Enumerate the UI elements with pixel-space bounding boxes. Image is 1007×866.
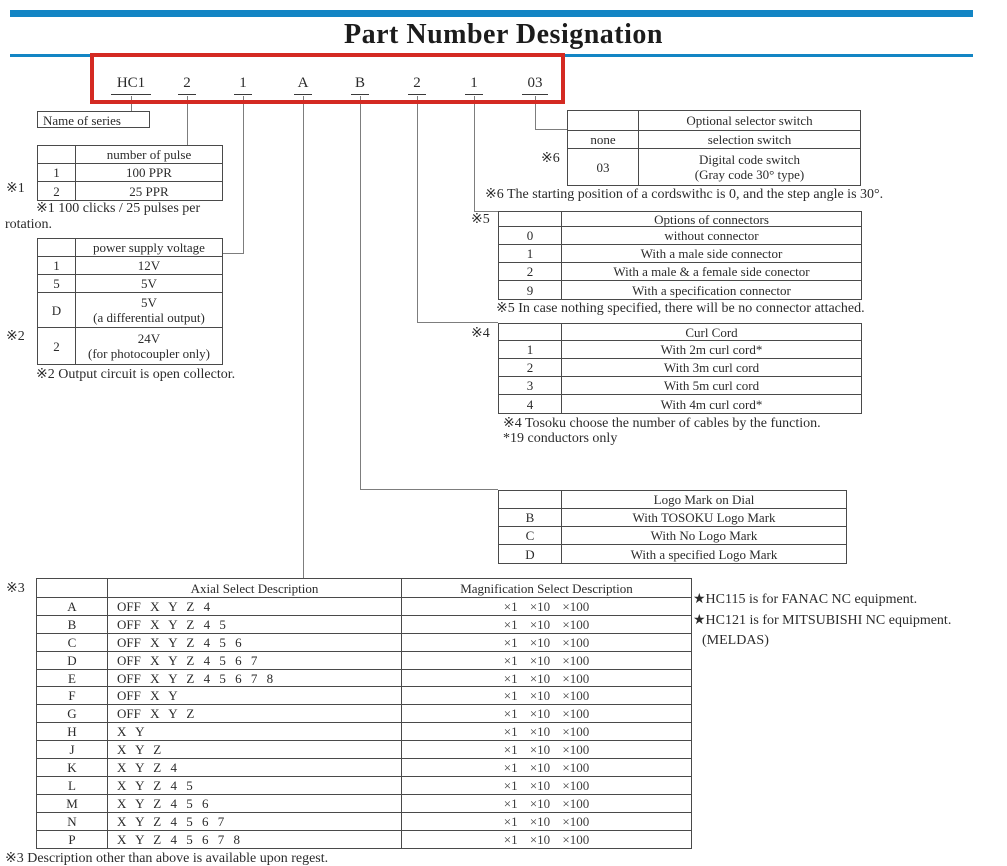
table-header-cell: Magnification Select Description xyxy=(402,579,691,598)
code-cell: C xyxy=(499,527,562,545)
code-cell: M xyxy=(37,795,108,813)
description-cell: ×1 ×10 ×100 xyxy=(402,723,691,741)
connector-note: ※5 In case nothing specified, there will be no connector attached. xyxy=(496,301,865,316)
code-cell: 1 xyxy=(38,164,76,182)
description-cell: ×1 ×10 ×100 xyxy=(402,741,691,759)
code-cell: F xyxy=(37,687,108,705)
description-cell: With a specified Logo Mark xyxy=(630,546,778,562)
description-cell: ×1 ×10 ×100 xyxy=(402,759,691,777)
description-cell: X Y Z xyxy=(108,741,402,759)
table-header-cell: Axial Select Description xyxy=(108,579,402,598)
curl-cord-table xyxy=(498,323,862,414)
connector-options-table xyxy=(498,211,862,300)
table-header-cell: number of pulse xyxy=(76,146,222,164)
code-cell: 1 xyxy=(38,257,76,275)
description-cell: 25 PPR xyxy=(129,183,169,199)
part-number-segment-2: 2 xyxy=(178,73,196,95)
code-cell: K xyxy=(37,759,108,777)
selector-switch-table xyxy=(567,110,861,186)
code-cell: none xyxy=(568,131,639,149)
part-number-segment-4: A xyxy=(294,73,312,95)
curl-cord-note-2: *19 conductors only xyxy=(503,431,618,446)
voltage-note: ※2 Output circuit is open collector. xyxy=(36,367,236,382)
description-cell: ×1 ×10 ×100 xyxy=(402,670,691,688)
code-cell: 03 xyxy=(568,149,639,185)
description-cell: ×1 ×10 ×100 xyxy=(402,652,691,670)
code-cell: D xyxy=(37,652,108,670)
code-cell: 2 xyxy=(499,263,562,281)
table-corner-cell xyxy=(38,239,76,257)
description-cell: 12V xyxy=(76,257,222,275)
part-number-segment-1: HC1 xyxy=(111,73,151,95)
code-cell: N xyxy=(37,813,108,831)
description-cell: With No Logo Mark xyxy=(562,527,846,545)
code-cell: 4 xyxy=(499,395,562,413)
description-cell: With TOSOKU Logo Mark xyxy=(562,509,846,527)
series-label-box: Name of series xyxy=(37,111,150,128)
description-cell: X Y Z 4 5 6 7 8 xyxy=(108,831,402,849)
connector-line xyxy=(303,96,304,578)
connector-line xyxy=(474,96,475,211)
description-cell: 5V (a differential output) xyxy=(76,293,222,328)
description-cell: OFF X Y Z 4 5 6 7 8 xyxy=(108,670,402,688)
code-cell: A xyxy=(37,598,108,616)
description-cell: ×1 ×10 ×100 xyxy=(402,616,691,634)
marker-5: ※5 xyxy=(471,212,490,227)
description-cell: X Y Z 4 5 6 xyxy=(108,795,402,813)
code-cell: 9 xyxy=(499,281,562,299)
description-cell: 24V (for photocoupler only) xyxy=(87,331,211,361)
part-number-segment-3: 1 xyxy=(234,73,252,95)
marker-2: ※2 xyxy=(6,329,25,344)
code-cell: B xyxy=(37,616,108,634)
code-cell: 2 xyxy=(38,182,76,200)
description-cell: With a male & a female side conector xyxy=(562,263,861,281)
part-number-highlight-box xyxy=(90,53,565,104)
table-corner-cell xyxy=(38,146,76,164)
description-cell: ×1 ×10 ×100 xyxy=(503,832,590,848)
description-cell: X Y Z 4 5 6 7 xyxy=(108,813,402,831)
description-cell: ×1 ×10 ×100 xyxy=(402,813,691,831)
description-cell: X Y Z 4 xyxy=(108,759,402,777)
table-header-cell: Options of connectors xyxy=(562,212,861,227)
table-header-cell: Optional selector switch xyxy=(639,111,860,131)
connector-line xyxy=(417,96,418,323)
part-number-segment-7: 1 xyxy=(465,73,483,95)
code-cell: C xyxy=(37,634,108,652)
top-accent-bar xyxy=(10,10,973,17)
description-cell: ×1 ×10 ×100 xyxy=(402,705,691,723)
table-corner-cell xyxy=(568,111,639,131)
marker-4: ※4 xyxy=(471,326,490,341)
description-cell: OFF X Y xyxy=(108,687,402,705)
description-cell: With a male side connector xyxy=(562,245,861,263)
description-cell: With 5m curl cord xyxy=(562,377,861,395)
code-cell: 1 xyxy=(499,245,562,263)
description-cell: OFF X Y Z xyxy=(108,705,402,723)
connector-line xyxy=(360,96,361,490)
part-number-segment-5: B xyxy=(351,73,369,95)
description-cell: With 3m curl cord xyxy=(562,359,861,377)
description-cell: Digital code switch (Gray code 30° type) xyxy=(694,152,805,182)
table-header-cell: Curl Cord xyxy=(562,324,861,341)
table-corner-cell xyxy=(499,324,562,341)
table-header-cell: power supply voltage xyxy=(76,239,222,257)
pulse-note: ※1 100 clicks / 25 pulses per rotation. xyxy=(5,201,201,232)
description-cell: OFF X Y Z 4 xyxy=(108,598,402,616)
code-cell: 5 xyxy=(38,275,76,293)
description-cell: ×1 ×10 ×100 xyxy=(402,777,691,795)
code-cell: B xyxy=(499,509,562,527)
code-cell: 1 xyxy=(499,341,562,359)
code-cell: 0 xyxy=(499,227,562,245)
code-cell: 2 xyxy=(38,328,76,364)
axial-select-table xyxy=(36,578,692,849)
description-cell: without connector xyxy=(562,227,861,245)
code-cell: D xyxy=(38,293,76,328)
description-cell: X Y xyxy=(108,723,402,741)
code-cell: 2 xyxy=(499,359,562,377)
connector-line xyxy=(243,96,244,254)
code-cell: H xyxy=(37,723,108,741)
description-cell: ×1 ×10 ×100 xyxy=(402,598,691,616)
code-cell: E xyxy=(37,670,108,688)
table-header-cell: Logo Mark on Dial xyxy=(562,491,846,509)
description-cell: ×1 ×10 ×100 xyxy=(402,687,691,705)
table-corner-cell xyxy=(499,212,562,227)
curl-cord-note-1: ※4 Tosoku choose the number of cables by the function. xyxy=(503,416,821,431)
equipment-note-fanac: ★HC115 is for FANAC NC equipment. xyxy=(693,592,918,607)
table-corner-cell xyxy=(499,491,562,509)
code-cell: D xyxy=(499,545,562,563)
part-number-segment-8: 03 xyxy=(522,73,548,95)
description-cell: 100 PPR xyxy=(76,164,222,182)
description-cell: OFF X Y Z 4 5 6 7 xyxy=(108,652,402,670)
equipment-note-meldas: (MELDAS) xyxy=(702,633,769,648)
part-number-segment-6: 2 xyxy=(408,73,426,95)
pulse-table xyxy=(37,145,223,201)
description-cell: ×1 ×10 ×100 xyxy=(402,795,691,813)
description-cell: With 4m curl cord* xyxy=(660,396,763,412)
logo-mark-table xyxy=(498,490,847,564)
code-cell: P xyxy=(37,831,108,849)
description-cell: 5V xyxy=(76,275,222,293)
page-title: Part Number Designation xyxy=(344,19,663,50)
description-cell: OFF X Y Z 4 5 6 xyxy=(108,634,402,652)
description-cell: With a specification connector xyxy=(632,282,791,298)
description-cell: ×1 ×10 ×100 xyxy=(402,634,691,652)
code-cell: G xyxy=(37,705,108,723)
connector-line xyxy=(535,129,567,130)
description-cell: X Y Z 4 5 xyxy=(108,777,402,795)
code-cell: L xyxy=(37,777,108,795)
code-cell: 3 xyxy=(499,377,562,395)
selector-note: ※6 The starting position of a cordswithc is 0, and the step angle is 30°. xyxy=(485,187,884,202)
connector-line xyxy=(360,489,498,490)
axial-note: ※3 Description other than above is available upon regest. xyxy=(5,851,329,866)
description-cell: With 2m curl cord* xyxy=(562,341,861,359)
code-cell: J xyxy=(37,741,108,759)
description-cell: OFF X Y Z 4 5 xyxy=(108,616,402,634)
connector-line xyxy=(417,322,498,323)
marker-1: ※1 xyxy=(6,181,25,196)
description-cell: selection switch xyxy=(639,131,860,149)
connector-line xyxy=(222,253,244,254)
marker-6: ※6 xyxy=(541,151,560,166)
equipment-note-mitsubishi: ★HC121 is for MITSUBISHI NC equipment. xyxy=(693,613,952,628)
voltage-table xyxy=(37,238,223,365)
marker-3: ※3 xyxy=(6,581,25,596)
table-corner-cell xyxy=(37,579,108,598)
